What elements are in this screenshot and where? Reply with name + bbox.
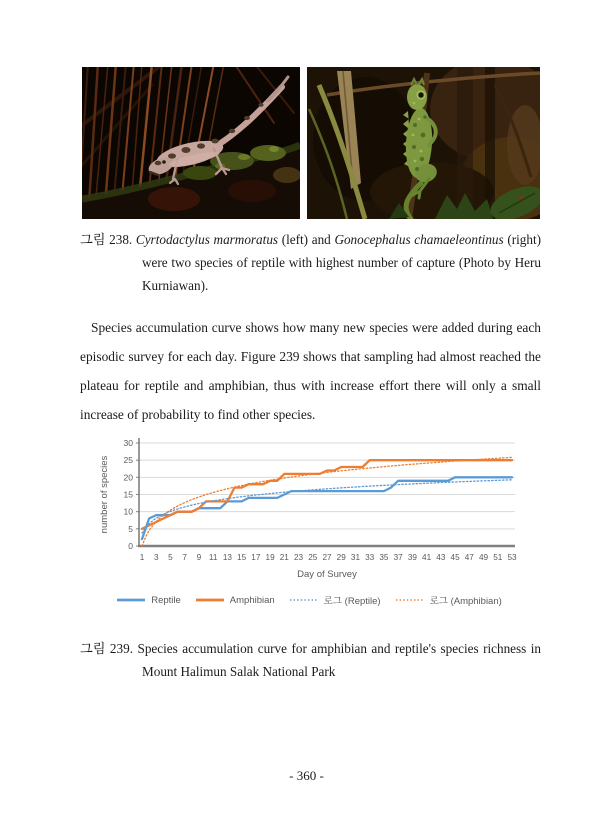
legend-item-log-amphibian: [395, 593, 502, 607]
x-tick-label: 45: [450, 553, 460, 562]
x-tick-label: 37: [393, 553, 403, 562]
figure-239-caption-text: Species accumulation curve for amphibian and reptile's species richness in Mount Halimun Salak National Park: [137, 641, 542, 679]
x-tick-label: 43: [436, 553, 446, 562]
amphibian-line-swatch: [195, 597, 225, 603]
x-tick-label: 21: [279, 553, 289, 562]
y-tick-label: 0: [128, 541, 133, 551]
species-accumulation-chart: [98, 430, 520, 582]
x-tick-label: 31: [350, 553, 361, 562]
reptile-line-swatch: [116, 597, 146, 603]
x-tick-label: 13: [222, 553, 232, 562]
y-tick-label: 5: [128, 523, 133, 534]
figure-238-caption: [80, 228, 541, 297]
page-number: - 360 -: [289, 768, 324, 783]
legend-item-amphibian: [195, 595, 275, 606]
body-paragraph: Species accumulation curve shows how many new species were added during each episodic survey for each day. Figure 239 shows that sampling had almost reached the plateau for reptile and amphibian, thus with increase effort there will only a small increase of probability to find other species.: [80, 320, 541, 422]
figure-239-chart: [98, 430, 520, 607]
y-axis-title: number of species: [99, 455, 110, 534]
x-tick-label: 15: [237, 553, 247, 562]
y-tick-label: 10: [123, 506, 133, 517]
photo-gecko-left: [82, 67, 300, 219]
x-tick-label: 29: [336, 553, 346, 562]
chart-legend: [98, 593, 520, 607]
y-tick-label: 25: [123, 455, 133, 466]
legend-item-log-reptile: [289, 593, 381, 607]
x-tick-label: 1: [139, 553, 145, 562]
log-reptile-line-swatch: [289, 597, 319, 603]
y-tick-label: 30: [123, 438, 133, 448]
x-tick-label: 9: [196, 553, 202, 562]
x-tick-label: 5: [168, 553, 173, 562]
x-tick-label: 25: [308, 553, 318, 562]
x-tick-label: 33: [365, 553, 375, 562]
x-tick-label: 27: [322, 553, 332, 562]
x-tick-label: 3: [153, 553, 159, 562]
species-name-cyrtodactylus: Cyrtodactylus marmoratus: [135, 232, 279, 247]
legend-label: 로그 (Amphibian): [429, 596, 502, 607]
x-tick-label: 39: [407, 553, 417, 562]
y-tick-label: 15: [123, 489, 133, 500]
caption-text-segment: (left) and: [278, 232, 335, 247]
figure-239-caption: [80, 637, 541, 683]
log-amphibian-line-swatch: [395, 597, 425, 603]
x-tick-label: 11: [208, 553, 218, 562]
x-tick-label: 23: [293, 553, 304, 562]
figure-238-caption-label: 그림 238.: [80, 232, 133, 247]
x-tick-label: 41: [422, 553, 432, 562]
x-tick-label: 35: [379, 553, 389, 562]
legend-label: Reptile: [151, 594, 181, 606]
x-tick-label: 19: [265, 553, 275, 562]
figure-239-caption-label: 그림 239.: [80, 641, 134, 656]
x-tick-label: 51: [493, 553, 503, 562]
legend-label: Amphibian: [229, 594, 275, 606]
legend-label: 로그 (Reptile): [323, 596, 381, 607]
figure-238-photos: [82, 67, 540, 219]
caption-text-segment: (right) were two species of reptile with highest number of capture (Photo by Heru Kurniawan).: [142, 232, 542, 293]
y-tick-label: 20: [123, 472, 133, 483]
photo-lizard-right: [307, 67, 540, 219]
x-tick-label: 17: [251, 553, 261, 562]
trendline-2: [142, 480, 512, 533]
x-tick-label: 53: [507, 553, 517, 562]
x-axis-title: Day of Survey: [297, 569, 357, 580]
x-tick-label: 49: [478, 553, 489, 562]
x-tick-label: 47: [464, 553, 474, 562]
legend-item-reptile: [116, 595, 181, 606]
x-tick-label: 7: [182, 553, 187, 562]
species-name-gonocephalus: Gonocephalus chamaeleontinus: [334, 232, 504, 247]
